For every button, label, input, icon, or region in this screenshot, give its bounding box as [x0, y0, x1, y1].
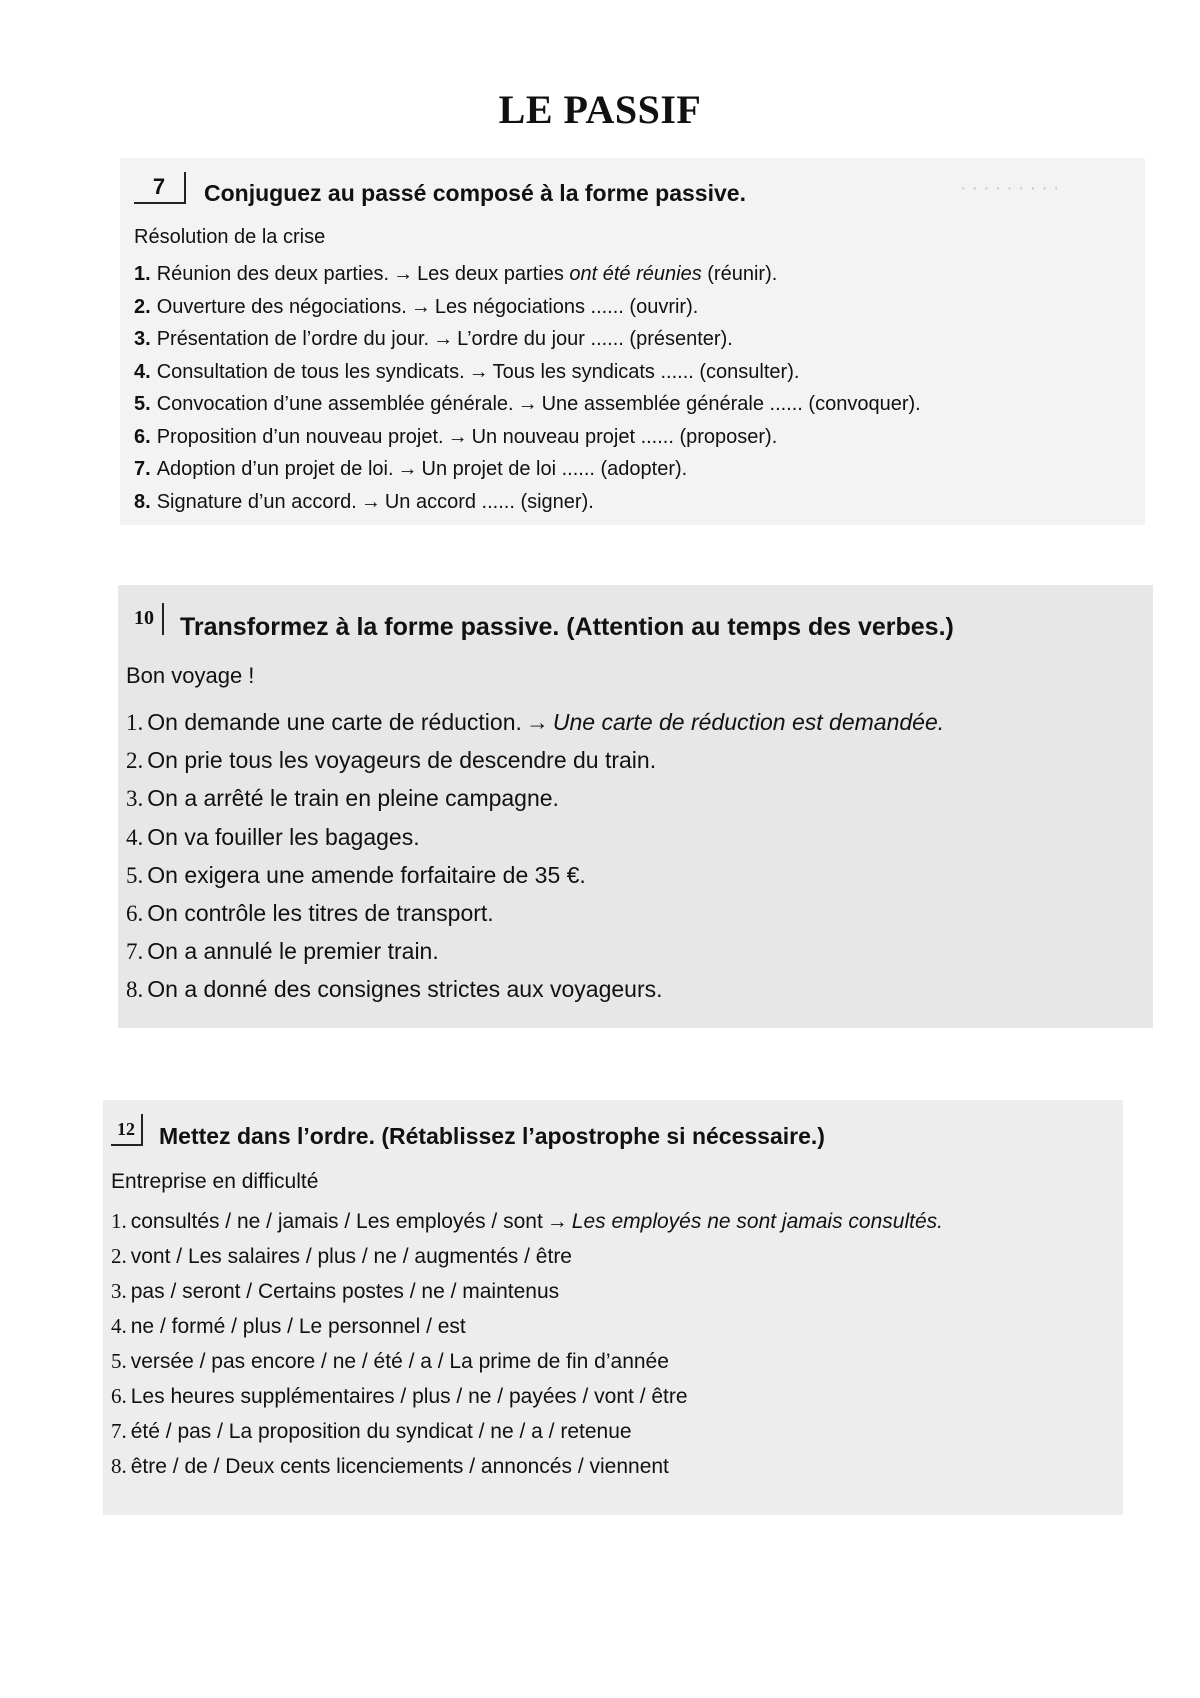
item-prompt: Proposition d’un nouveau projet. — [156, 425, 444, 448]
exercise-number: 7 — [134, 172, 186, 204]
item-prompt: Convocation d’une assemblée générale. — [156, 393, 514, 415]
item-number: 7. — [111, 1419, 127, 1443]
arrow-icon: → — [546, 1210, 568, 1233]
item-verb: (signer). — [514, 490, 594, 513]
item-text: On demande une carte de réduction. — [147, 709, 522, 735]
exercise-item — [111, 1414, 943, 1449]
exercise-item — [126, 703, 944, 741]
item-text: On va fouiller les bagages. — [147, 823, 420, 850]
item-text: ne / formé / plus / Le personnel / est — [130, 1315, 466, 1338]
exercise-items — [111, 1204, 943, 1484]
exercise-item — [126, 779, 944, 817]
exercise-12-scan — [103, 1100, 1123, 1515]
page-title: LE PASSIF — [498, 87, 702, 132]
item-number: 5. — [126, 862, 144, 888]
exercise-item — [126, 856, 944, 894]
exercise-item — [134, 291, 921, 324]
item-number: 1. — [134, 263, 151, 285]
arrow-icon: → — [468, 360, 489, 383]
exercise-7-scan — [120, 158, 1145, 525]
exercise-item — [126, 741, 944, 779]
item-prompt: Adoption d’un projet de loi. — [156, 458, 394, 480]
item-prompt: Présentation de l’ordre du jour. — [156, 328, 430, 350]
item-text: versée / pas encore / ne / été / a / La prime de fin d’année — [130, 1350, 669, 1373]
item-number: 4. — [126, 824, 144, 850]
exercise-item — [134, 258, 921, 291]
item-number: 8. — [111, 1454, 127, 1478]
exercise-10-scan — [118, 585, 1153, 1028]
exercise-item — [111, 1379, 943, 1414]
item-number: 5. — [134, 393, 151, 415]
item-text: On contrôle les titres de transport. — [147, 899, 494, 926]
arrow-icon: → — [447, 425, 468, 448]
item-text: Un accord ...... — [384, 490, 515, 513]
exercise-subtitle: Entreprise en difficulté — [111, 1170, 319, 1193]
arrow-icon: → — [393, 263, 414, 285]
item-text: pas / seront / Certains postes / ne / maintenus — [130, 1280, 560, 1303]
item-text: On exigera une amende forfaitaire de 35 €. — [147, 861, 586, 888]
exercise-item — [111, 1344, 943, 1379]
exercise-item — [126, 932, 944, 970]
exercise-item — [126, 970, 944, 1008]
exercise-items — [134, 258, 921, 518]
arrow-icon: → — [360, 490, 381, 513]
item-prompt: Réunion des deux parties. — [156, 263, 390, 285]
item-text: On a donné des consignes strictes aux voyageurs. — [147, 976, 663, 1003]
item-text: Tous les syndicats ...... — [492, 360, 694, 383]
item-text: Les heures supplémentaires / plus / ne / payées / vont / être — [130, 1385, 688, 1408]
item-number: 5. — [111, 1349, 127, 1373]
exercise-item — [111, 1309, 943, 1344]
item-verb: (convoquer). — [802, 393, 921, 415]
exercise-item — [111, 1449, 943, 1484]
item-number: 8. — [126, 977, 144, 1003]
item-verb: (présenter). — [623, 328, 733, 350]
item-number: 4. — [134, 360, 151, 383]
item-number: 2. — [126, 748, 144, 774]
exercise-item — [126, 894, 944, 932]
arrow-icon: → — [433, 328, 454, 350]
item-text: L’ordre du jour ...... — [457, 328, 624, 350]
exercise-number: 12 — [111, 1114, 143, 1146]
item-text: Les négociations ...... — [434, 295, 624, 318]
exercise-instruction: Transformez à la forme passive. (Attention au temps des verbes.) — [180, 613, 954, 641]
exercise-item — [111, 1204, 943, 1239]
exercise-instruction: Conjuguez au passé composé à la forme passive. — [204, 180, 746, 206]
item-answer: ont été réunies — [569, 263, 702, 285]
item-number: 3. — [134, 328, 151, 350]
item-text: On a arrêté le train en pleine campagne. — [147, 785, 559, 812]
item-verb: (réunir). — [701, 263, 778, 285]
item-number: 7. — [126, 939, 144, 965]
arrow-icon: → — [397, 458, 418, 480]
exercise-item — [111, 1239, 943, 1274]
item-number: 3. — [111, 1279, 127, 1303]
item-prompt: Signature d’un accord. — [156, 490, 357, 513]
item-number: 8. — [134, 490, 151, 513]
item-number: 1. — [126, 710, 144, 735]
exercise-number: 10 — [126, 603, 164, 635]
item-number: 2. — [134, 295, 151, 318]
item-number: 4. — [111, 1314, 127, 1338]
item-prompt: Consultation de tous les syndicats. — [156, 360, 465, 383]
item-number: 7. — [134, 458, 151, 480]
exercise-item — [134, 421, 921, 454]
arrow-icon: → — [410, 295, 431, 318]
item-verb: (adopter). — [594, 458, 688, 480]
item-verb: (ouvrir). — [623, 295, 699, 318]
item-answer: Une carte de réduction est demandée. — [552, 709, 945, 735]
exercise-items — [126, 703, 944, 1009]
exercise-item — [134, 388, 921, 421]
item-number: 6. — [111, 1384, 127, 1408]
item-verb: (proposer). — [673, 425, 778, 448]
exercise-item — [126, 818, 944, 856]
arrow-icon: → — [525, 709, 549, 735]
item-number: 6. — [126, 900, 144, 926]
exercise-instruction: Mettez dans l’ordre. (Rétablissez l’apostrophe si nécessaire.) — [159, 1123, 825, 1149]
item-prompt: Ouverture des négociations. — [156, 295, 407, 318]
item-number: 2. — [111, 1244, 127, 1268]
item-number: 1. — [111, 1209, 127, 1233]
show-through-text: · · · · · · · · · — [960, 178, 1060, 199]
item-text: On a annulé le premier train. — [147, 938, 439, 965]
item-text: vont / Les salaires / plus / ne / augmentés / être — [130, 1245, 572, 1268]
exercise-item — [134, 453, 921, 486]
exercise-item — [134, 323, 921, 356]
exercise-subtitle: Bon voyage ! — [126, 663, 255, 688]
item-text: On prie tous les voyageurs de descendre du train. — [147, 747, 657, 774]
exercise-subtitle: Résolution de la crise — [134, 226, 326, 248]
item-text: Un nouveau projet ...... — [471, 425, 674, 448]
item-verb: (consulter). — [693, 360, 800, 383]
item-text: être / de / Deux cents licenciements / annoncés / viennent — [130, 1455, 669, 1478]
item-number: 6. — [134, 425, 151, 448]
item-number: 3. — [126, 786, 144, 812]
item-text: été / pas / La proposition du syndicat / ne / a / retenue — [130, 1420, 632, 1443]
item-answer: Les employés ne sont jamais consultés. — [571, 1210, 943, 1233]
item-text: Les deux parties — [417, 263, 570, 285]
exercise-item — [134, 486, 921, 519]
item-text: Une assemblée générale ...... — [541, 393, 803, 415]
arrow-icon: → — [517, 393, 538, 415]
item-text: Un projet de loi ...... — [421, 458, 595, 480]
exercise-item — [134, 356, 921, 389]
exercise-item — [111, 1274, 943, 1309]
item-text: consultés / ne / jamais / Les employés / sont — [130, 1210, 543, 1233]
